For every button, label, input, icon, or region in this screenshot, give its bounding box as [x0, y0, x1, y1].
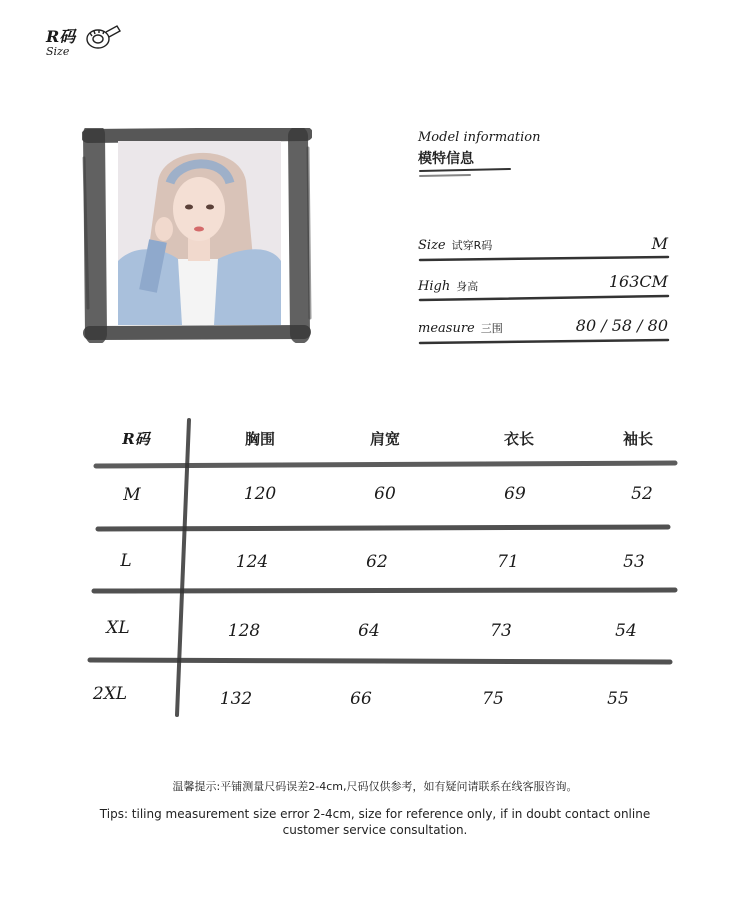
table-cell: 124 [235, 552, 269, 572]
table-cell: 132 [219, 689, 253, 709]
model-info-title-en: Model information [418, 130, 541, 145]
model-info-title-cn: 模特信息 [418, 151, 474, 167]
table-header-shoulder: 肩宽 [369, 430, 400, 448]
table-header-size: R码 [122, 430, 150, 448]
model-size-label: Size 试穿R码 [418, 238, 493, 253]
table-cell: 71 [497, 552, 519, 572]
model-measure-value: 80 / 58 / 80 [575, 316, 668, 335]
table-cell: 120 [243, 484, 277, 504]
size-heading-en: Size [46, 45, 70, 58]
table-cell: 73 [490, 621, 512, 641]
table-cell: 64 [358, 621, 380, 641]
table-cell: 128 [227, 621, 261, 641]
tips-note-en: Tips: tiling measurement size error 2-4cm, size for reference only, if in doubt contact online customer service consultation. [99, 807, 651, 837]
model-measure-label: measure 三围 [418, 321, 503, 336]
table-header-chest: 胸围 [244, 430, 275, 448]
model-height-value: 163CM [608, 272, 668, 291]
table-cell: 69 [504, 484, 526, 504]
tips-note-cn: 温馨提示:平铺测量尺码误差2-4cm,尺码仅供参考，如有疑问请联系在线客服咨询。 [172, 780, 578, 793]
model-size-value: M [651, 234, 668, 253]
table-cell: XL [106, 618, 130, 638]
size-heading-cn: R码 [46, 27, 76, 46]
table-cell: 55 [607, 689, 629, 709]
table-header-length: 衣长 [503, 430, 534, 448]
table-cell: 75 [482, 689, 504, 709]
table-cell: 62 [366, 552, 388, 572]
table-cell: 60 [374, 484, 396, 504]
table-cell: 52 [631, 484, 653, 504]
table-cell: 66 [350, 689, 372, 709]
table-cell: L [120, 551, 132, 571]
table-cell: 53 [623, 552, 645, 572]
model-height-label: High 身高 [418, 279, 479, 294]
table-header-sleeve: 袖长 [622, 430, 653, 448]
table-cell: 2XL [92, 684, 128, 704]
table-cell: M [123, 485, 141, 505]
table-cell: 54 [615, 621, 637, 641]
